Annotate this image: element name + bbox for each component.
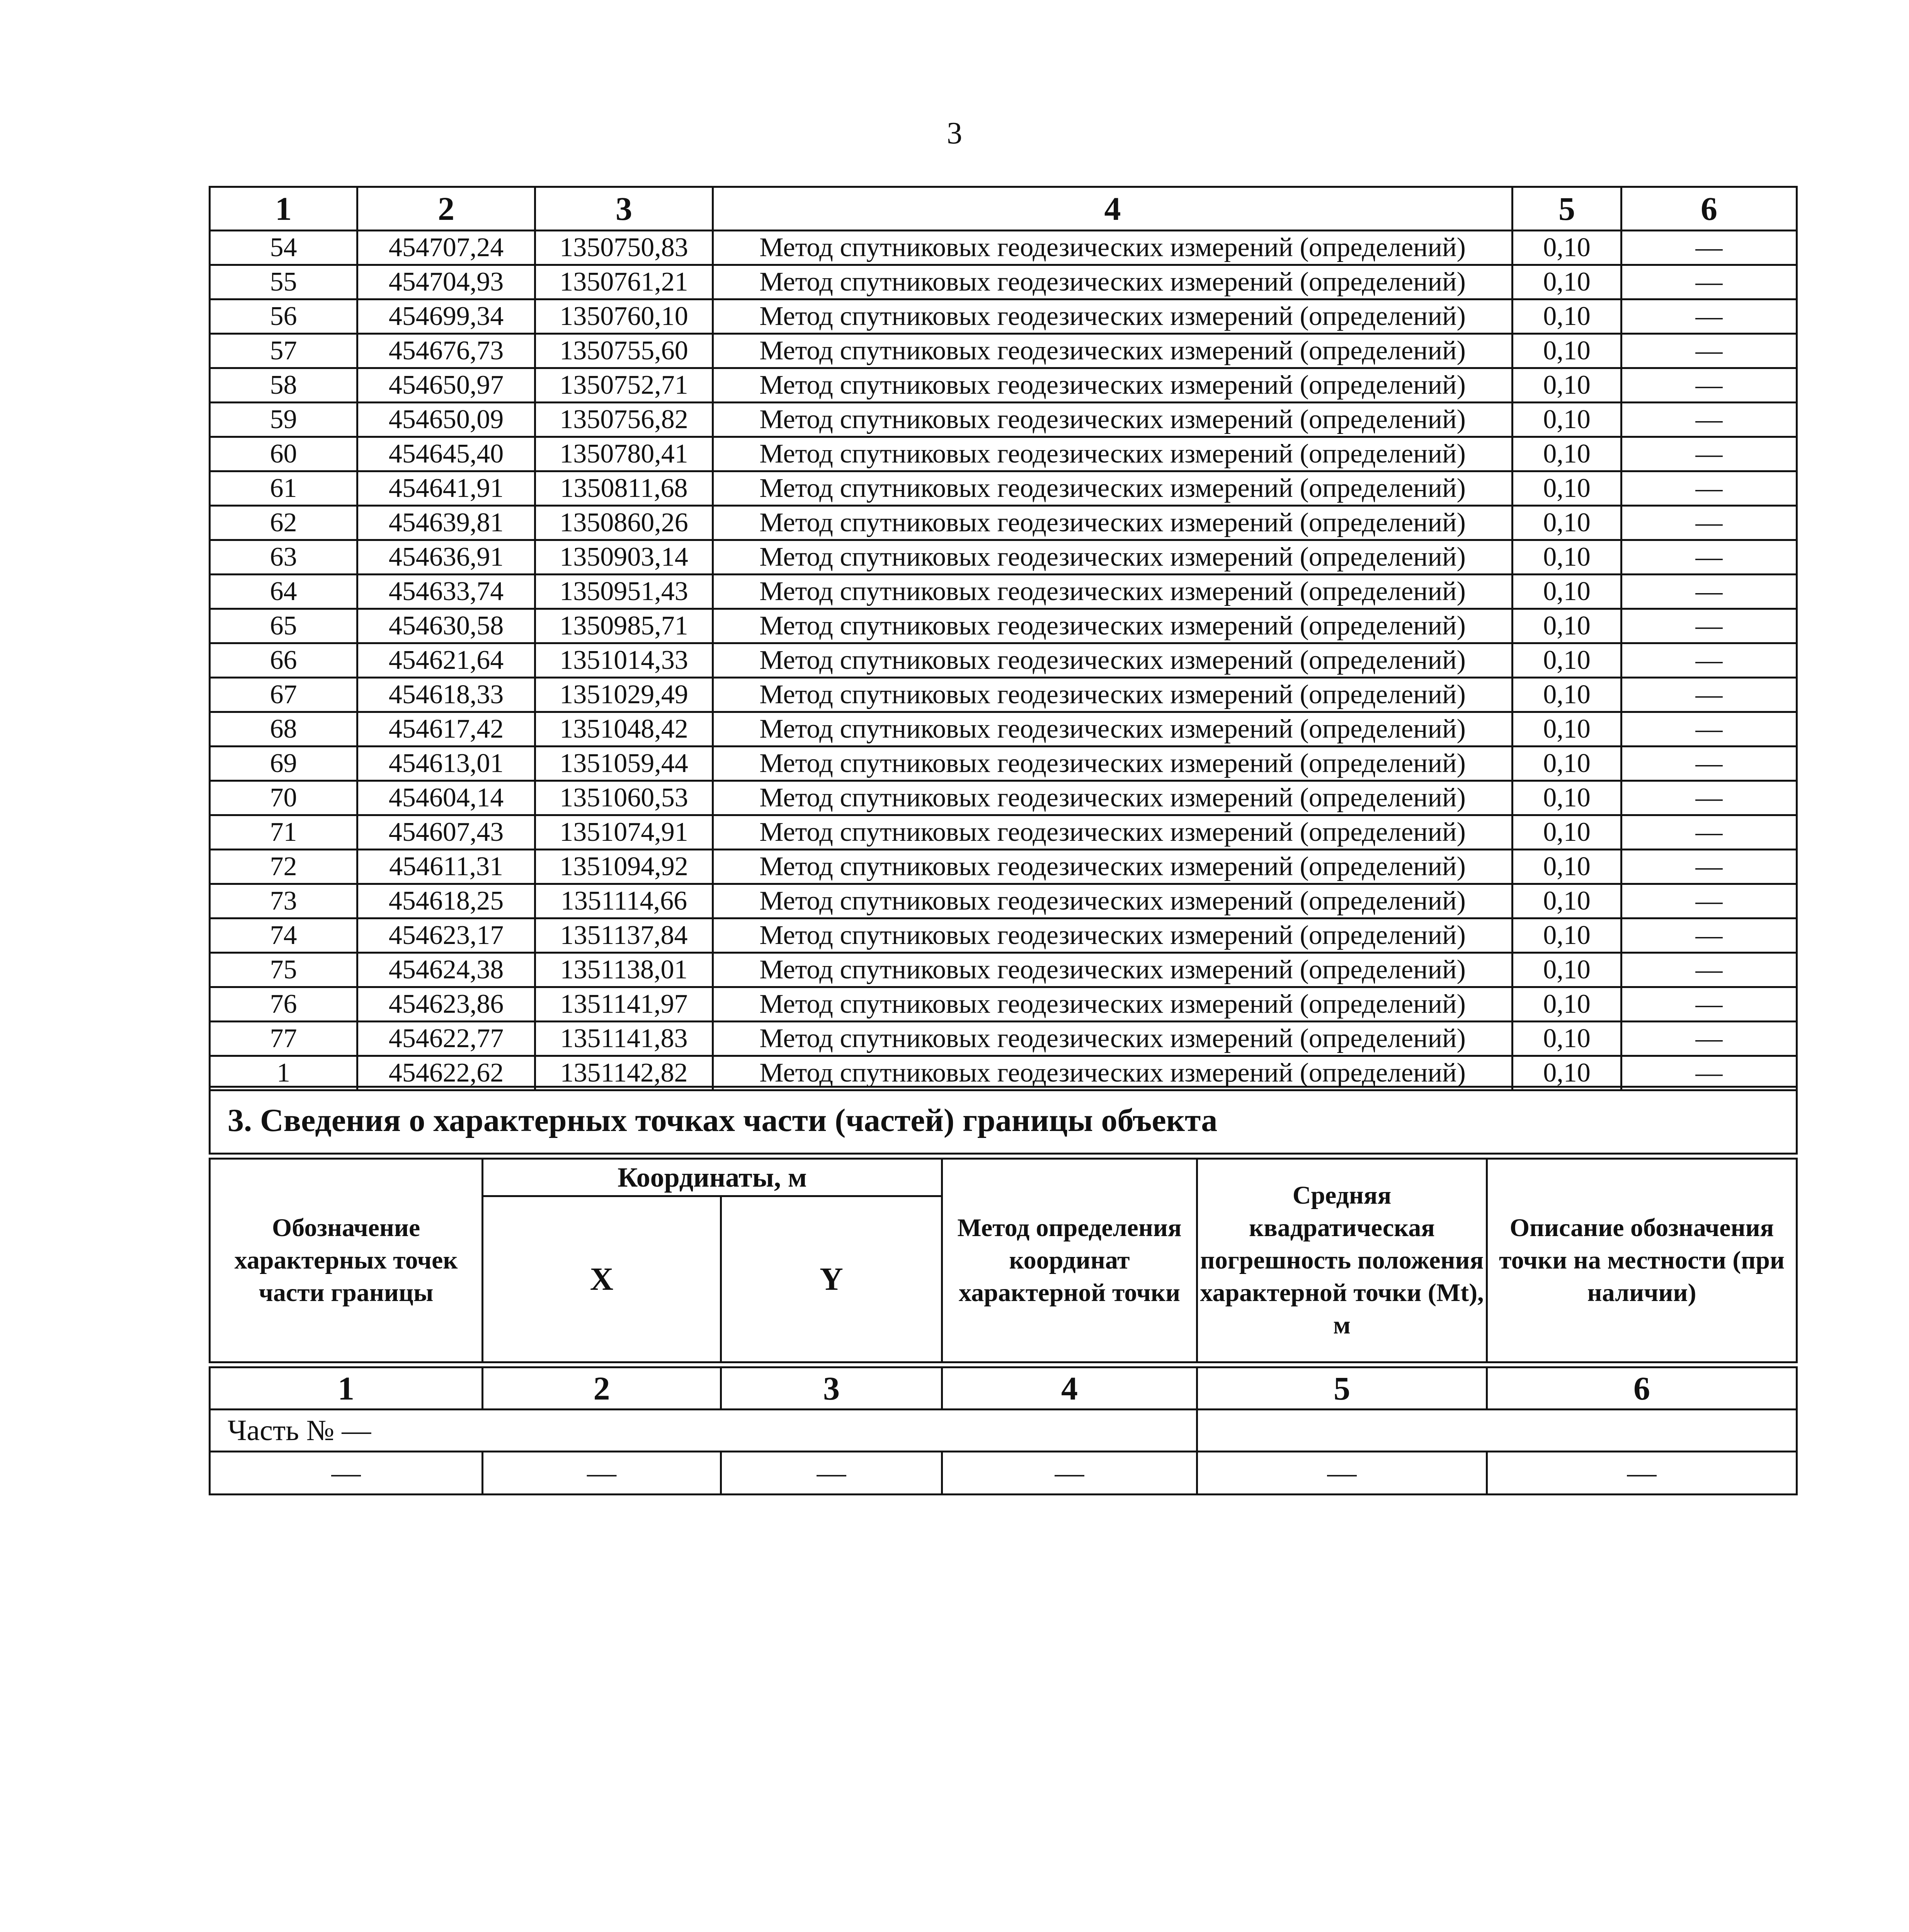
table-row	[210, 918, 1797, 953]
coordinate-x: 454630,58	[357, 609, 535, 643]
header-designation: Обозначение характерных точек части границы	[210, 1159, 483, 1362]
table-row	[210, 712, 1797, 747]
coordinate-y: 1351048,42	[535, 712, 713, 747]
point-number: 59	[210, 403, 357, 437]
description-cell: —	[1621, 712, 1797, 747]
accuracy-cell: 0,10	[1513, 403, 1621, 437]
accuracy-cell: 0,10	[1513, 678, 1621, 712]
method-cell: Метод спутниковых геодезических измерений (определений)	[713, 781, 1513, 815]
method-cell: Метод спутниковых геодезических измерений (определений)	[713, 747, 1513, 781]
table-cell: —	[942, 1452, 1197, 1495]
description-cell: —	[1621, 747, 1797, 781]
method-cell: Метод спутниковых геодезических измерений (определений)	[713, 712, 1513, 747]
table-cell: —	[210, 1452, 483, 1495]
point-number: 65	[210, 609, 357, 643]
point-number: 54	[210, 231, 357, 265]
table-row	[210, 643, 1797, 678]
coordinate-x: 454645,40	[357, 437, 535, 471]
coordinate-y: 1351014,33	[535, 643, 713, 678]
coordinate-x: 454650,09	[357, 403, 535, 437]
table-row	[210, 953, 1797, 987]
description-cell: —	[1621, 1022, 1797, 1056]
accuracy-cell: 0,10	[1513, 575, 1621, 609]
accuracy-cell: 0,10	[1513, 987, 1621, 1022]
point-number: 71	[210, 815, 357, 850]
description-cell: —	[1621, 953, 1797, 987]
table-row	[210, 987, 1797, 1022]
point-number: 1	[210, 1056, 357, 1090]
coordinate-y: 1351138,01	[535, 953, 713, 987]
method-cell: Метод спутниковых геодезических измерений (определений)	[713, 1056, 1513, 1090]
method-cell: Метод спутниковых геодезических измерений (определений)	[713, 540, 1513, 575]
coordinate-x: 454618,33	[357, 678, 535, 712]
method-cell: Метод спутниковых геодезических измерений (определений)	[713, 609, 1513, 643]
method-cell: Метод спутниковых геодезических измерений (определений)	[713, 334, 1513, 368]
coordinate-x: 454617,42	[357, 712, 535, 747]
column-number: 2	[483, 1367, 721, 1410]
table-row	[210, 231, 1797, 265]
method-cell: Метод спутниковых геодезических измерений (определений)	[713, 987, 1513, 1022]
table-row	[210, 678, 1797, 712]
description-cell: —	[1621, 540, 1797, 575]
table-header-row	[210, 187, 1797, 231]
method-cell: Метод спутниковых геодезических измерений (определений)	[713, 299, 1513, 334]
table-row	[210, 368, 1797, 403]
coordinate-x: 454618,25	[357, 884, 535, 918]
accuracy-cell: 0,10	[1513, 506, 1621, 540]
header-y: Y	[721, 1196, 942, 1362]
header-coordinates: Координаты, м	[483, 1159, 942, 1196]
coordinate-y: 1351141,97	[535, 987, 713, 1022]
description-cell: —	[1621, 471, 1797, 506]
description-cell: —	[1621, 575, 1797, 609]
coordinate-y: 1350761,21	[535, 265, 713, 299]
point-number: 57	[210, 334, 357, 368]
coordinate-y: 1350780,41	[535, 437, 713, 471]
page-number: 3	[947, 116, 962, 150]
accuracy-cell: 0,10	[1513, 712, 1621, 747]
table-row	[210, 403, 1797, 437]
coordinate-y: 1351142,82	[535, 1056, 713, 1090]
description-cell: —	[1621, 850, 1797, 884]
coordinate-y: 1351137,84	[535, 918, 713, 953]
accuracy-cell: 0,10	[1513, 265, 1621, 299]
table-row	[210, 609, 1797, 643]
point-number: 66	[210, 643, 357, 678]
coordinate-y: 1350756,82	[535, 403, 713, 437]
accuracy-cell: 0,10	[1513, 334, 1621, 368]
section-title: 3. Сведения о характерных точках части (частей) границы объекта	[210, 1087, 1797, 1154]
description-cell: —	[1621, 815, 1797, 850]
coordinate-y: 1350760,10	[535, 299, 713, 334]
divider	[210, 1154, 1797, 1159]
column-number: 2	[357, 187, 535, 231]
table-row	[210, 265, 1797, 299]
point-number: 68	[210, 712, 357, 747]
accuracy-cell: 0,10	[1513, 1056, 1621, 1090]
coordinate-y: 1351074,91	[535, 815, 713, 850]
description-cell: —	[1621, 265, 1797, 299]
table-row	[210, 334, 1797, 368]
table-row	[210, 1056, 1797, 1090]
table-row	[210, 437, 1797, 471]
description-cell: —	[1621, 884, 1797, 918]
column-numbers-row	[210, 1367, 1797, 1410]
table-row	[210, 747, 1797, 781]
accuracy-cell: 0,10	[1513, 781, 1621, 815]
point-number: 64	[210, 575, 357, 609]
point-number: 70	[210, 781, 357, 815]
accuracy-cell: 0,10	[1513, 643, 1621, 678]
accuracy-cell: 0,10	[1513, 747, 1621, 781]
point-number: 61	[210, 471, 357, 506]
part-empty-cell	[1197, 1410, 1797, 1452]
accuracy-cell: 0,10	[1513, 231, 1621, 265]
column-number: 5	[1197, 1367, 1487, 1410]
table-cell: —	[483, 1452, 721, 1495]
coordinate-x: 454622,77	[357, 1022, 535, 1056]
header-accuracy: Средняя квадратическая погрешность положения характерной точки (Mt), м	[1197, 1159, 1487, 1362]
accuracy-cell: 0,10	[1513, 540, 1621, 575]
point-number: 55	[210, 265, 357, 299]
description-cell: —	[1621, 918, 1797, 953]
description-cell: —	[1621, 609, 1797, 643]
accuracy-cell: 0,10	[1513, 1022, 1621, 1056]
point-number: 69	[210, 747, 357, 781]
coordinate-y: 1351029,49	[535, 678, 713, 712]
table-row	[210, 1022, 1797, 1056]
coordinate-y: 1350752,71	[535, 368, 713, 403]
coordinate-x: 454650,97	[357, 368, 535, 403]
part-points-table	[209, 1086, 1798, 1495]
table-body	[210, 231, 1797, 1090]
header-description: Описание обозначения точки на местности (при наличии)	[1487, 1159, 1797, 1362]
coordinate-y: 1351114,66	[535, 884, 713, 918]
coordinate-x: 454623,17	[357, 918, 535, 953]
description-cell: —	[1621, 231, 1797, 265]
accuracy-cell: 0,10	[1513, 368, 1621, 403]
table-row	[210, 540, 1797, 575]
coordinate-y: 1350811,68	[535, 471, 713, 506]
description-cell: —	[1621, 678, 1797, 712]
method-cell: Метод спутниковых геодезических измерений (определений)	[713, 1022, 1513, 1056]
coordinate-y: 1350951,43	[535, 575, 713, 609]
table-row	[210, 506, 1797, 540]
accuracy-cell: 0,10	[1513, 471, 1621, 506]
coordinate-y: 1351141,83	[535, 1022, 713, 1056]
coordinate-y: 1350860,26	[535, 506, 713, 540]
coordinate-y: 1351060,53	[535, 781, 713, 815]
coordinate-x: 454611,31	[357, 850, 535, 884]
point-number: 73	[210, 884, 357, 918]
table-row	[210, 781, 1797, 815]
column-number: 4	[713, 187, 1513, 231]
column-number: 5	[1513, 187, 1621, 231]
coordinate-y: 1351094,92	[535, 850, 713, 884]
description-cell: —	[1621, 1056, 1797, 1090]
coordinate-x: 454641,91	[357, 471, 535, 506]
header-method: Метод определения координат характерной точки	[942, 1159, 1197, 1362]
method-cell: Метод спутниковых геодезических измерений (определений)	[713, 437, 1513, 471]
method-cell: Метод спутниковых геодезических измерений (определений)	[713, 471, 1513, 506]
method-cell: Метод спутниковых геодезических измерений (определений)	[713, 678, 1513, 712]
point-number: 56	[210, 299, 357, 334]
point-number: 75	[210, 953, 357, 987]
table-row	[210, 299, 1797, 334]
point-number: 62	[210, 506, 357, 540]
coordinate-y: 1351059,44	[535, 747, 713, 781]
method-cell: Метод спутниковых геодезических измерений (определений)	[713, 265, 1513, 299]
point-number: 74	[210, 918, 357, 953]
accuracy-cell: 0,10	[1513, 953, 1621, 987]
part-row	[210, 1410, 1797, 1452]
column-number: 6	[1621, 187, 1797, 231]
coordinate-y: 1350750,83	[535, 231, 713, 265]
point-number: 67	[210, 678, 357, 712]
table-row	[210, 884, 1797, 918]
method-cell: Метод спутниковых геодезических измерений (определений)	[713, 403, 1513, 437]
coordinate-x: 454624,38	[357, 953, 535, 987]
method-cell: Метод спутниковых геодезических измерений (определений)	[713, 884, 1513, 918]
coordinate-x: 454622,62	[357, 1056, 535, 1090]
description-cell: —	[1621, 506, 1797, 540]
part-label: Часть № —	[210, 1410, 1197, 1452]
coordinate-x: 454604,14	[357, 781, 535, 815]
coordinate-x: 454699,34	[357, 299, 535, 334]
table-row	[210, 471, 1797, 506]
coordinate-y: 1350985,71	[535, 609, 713, 643]
coordinate-x: 454623,86	[357, 987, 535, 1022]
coordinate-x: 454676,73	[357, 334, 535, 368]
description-cell: —	[1621, 299, 1797, 334]
column-number: 6	[1487, 1367, 1797, 1410]
method-cell: Метод спутниковых геодезических измерений (определений)	[713, 953, 1513, 987]
table-row	[210, 815, 1797, 850]
coordinate-x: 454621,64	[357, 643, 535, 678]
description-cell: —	[1621, 437, 1797, 471]
coordinate-x: 454704,93	[357, 265, 535, 299]
table-cell: —	[1487, 1452, 1797, 1495]
method-cell: Метод спутниковых геодезических измерений (определений)	[713, 918, 1513, 953]
accuracy-cell: 0,10	[1513, 850, 1621, 884]
table-row	[210, 1452, 1797, 1495]
table-row	[210, 575, 1797, 609]
accuracy-cell: 0,10	[1513, 299, 1621, 334]
point-number: 76	[210, 987, 357, 1022]
coordinate-y: 1350755,60	[535, 334, 713, 368]
coordinate-x: 454607,43	[357, 815, 535, 850]
description-cell: —	[1621, 334, 1797, 368]
method-cell: Метод спутниковых геодезических измерений (определений)	[713, 850, 1513, 884]
point-number: 63	[210, 540, 357, 575]
column-number: 1	[210, 187, 357, 231]
table-row	[210, 850, 1797, 884]
description-cell: —	[1621, 643, 1797, 678]
point-number: 72	[210, 850, 357, 884]
coordinate-y: 1350903,14	[535, 540, 713, 575]
coordinate-x: 454639,81	[357, 506, 535, 540]
method-cell: Метод спутниковых геодезических измерений (определений)	[713, 815, 1513, 850]
method-cell: Метод спутниковых геодезических измерений (определений)	[713, 231, 1513, 265]
description-cell: —	[1621, 987, 1797, 1022]
divider	[210, 1362, 1797, 1367]
column-number: 3	[535, 187, 713, 231]
method-cell: Метод спутниковых геодезических измерений (определений)	[713, 368, 1513, 403]
accuracy-cell: 0,10	[1513, 918, 1621, 953]
accuracy-cell: 0,10	[1513, 609, 1621, 643]
header-x: X	[483, 1196, 721, 1362]
accuracy-cell: 0,10	[1513, 437, 1621, 471]
method-cell: Метод спутниковых геодезических измерений (определений)	[713, 506, 1513, 540]
point-number: 60	[210, 437, 357, 471]
coordinate-x: 454707,24	[357, 231, 535, 265]
column-number: 3	[721, 1367, 942, 1410]
coordinate-x: 454613,01	[357, 747, 535, 781]
description-cell: —	[1621, 368, 1797, 403]
accuracy-cell: 0,10	[1513, 884, 1621, 918]
boundary-points-table	[209, 186, 1798, 1091]
table-cell: —	[1197, 1452, 1487, 1495]
point-number: 58	[210, 368, 357, 403]
point-number: 77	[210, 1022, 357, 1056]
method-cell: Метод спутниковых геодезических измерений (определений)	[713, 575, 1513, 609]
table-cell: —	[721, 1452, 942, 1495]
coordinate-x: 454633,74	[357, 575, 535, 609]
column-number: 4	[942, 1367, 1197, 1410]
coordinate-x: 454636,91	[357, 540, 535, 575]
method-cell: Метод спутниковых геодезических измерений (определений)	[713, 643, 1513, 678]
column-number: 1	[210, 1367, 483, 1410]
description-cell: —	[1621, 403, 1797, 437]
description-cell: —	[1621, 781, 1797, 815]
accuracy-cell: 0,10	[1513, 815, 1621, 850]
